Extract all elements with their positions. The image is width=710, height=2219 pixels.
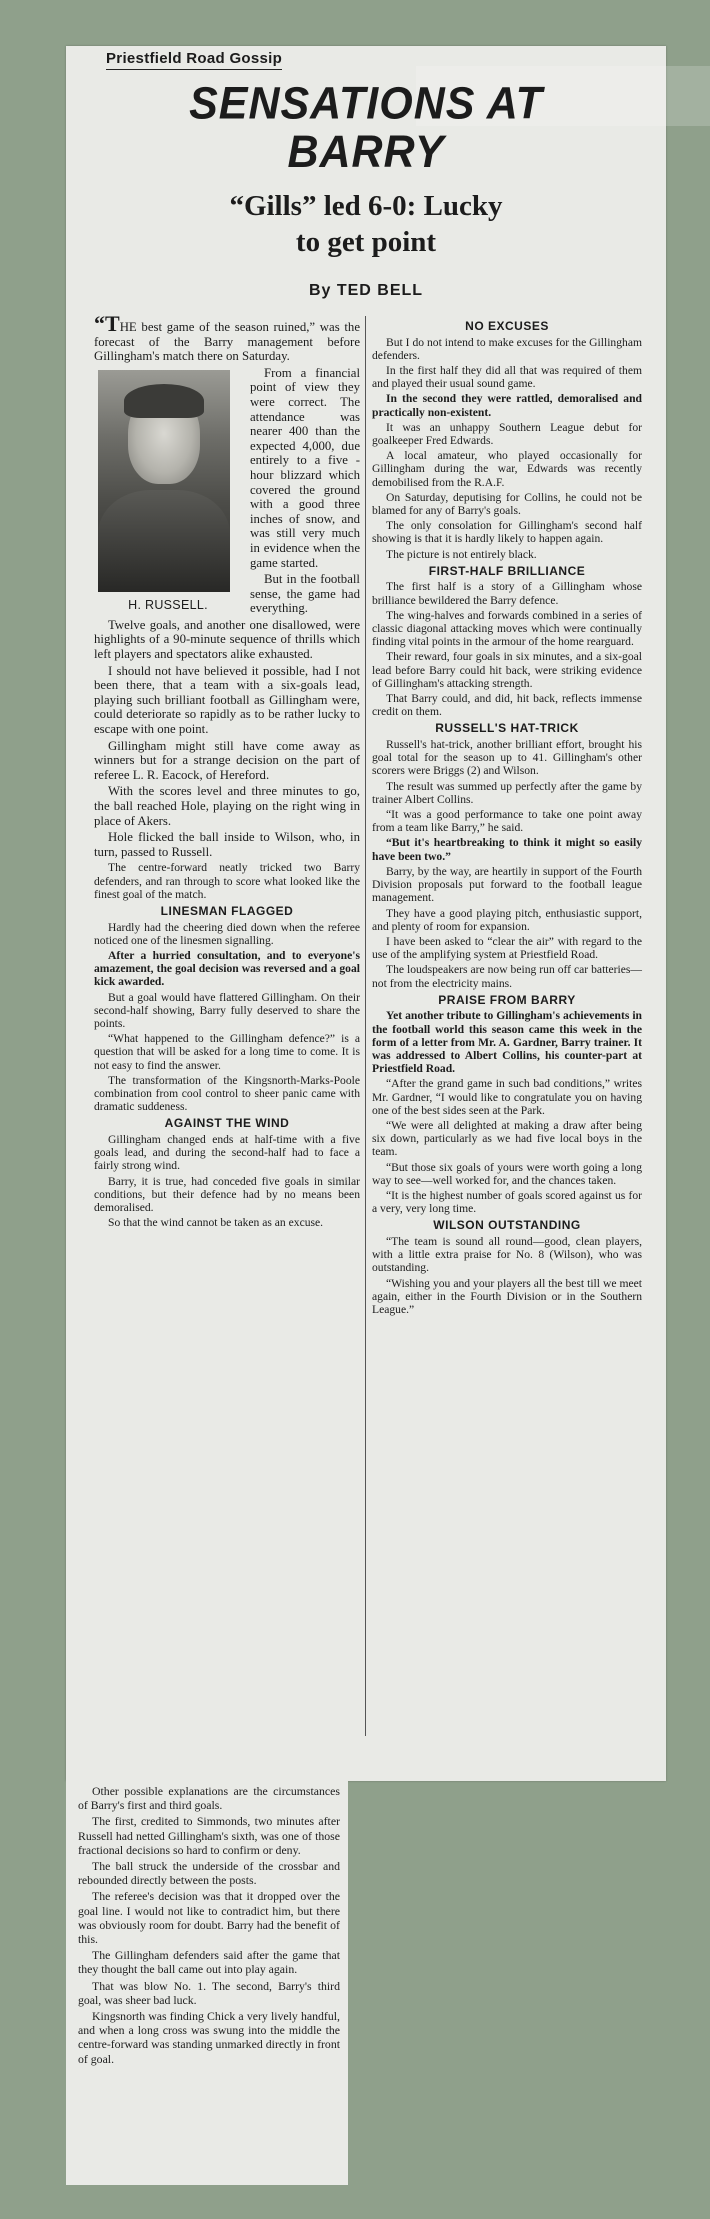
column-divider: [365, 316, 366, 1736]
paragraph: “But those six goals of yours were worth going a long way to see—well worked for, and the chances taken.: [372, 1160, 642, 1187]
headline: [66, 80, 666, 177]
paragraph: The only consolation for Gillingham's second half showing is that it is hardly likely to happen again.: [372, 519, 642, 546]
paragraph: A local amateur, who played occasionally for Gillingham during the war, Edwards was recently demobilised from the R.A.F.: [372, 449, 642, 489]
paragraph: “We were all delighted at making a draw after being six down, particularly as we had five local boys in the team.: [372, 1118, 642, 1159]
paragraph: Barry, it is true, had conceded five goals in similar conditions, but their defence had by no means been demoralised.: [94, 1174, 360, 1215]
subhead-line-1: “Gills” led 6-0: Lucky: [229, 190, 503, 222]
paragraph: After a hurried consultation, and to everyone's amazement, the goal decision was reversed and a goal kick awarded.: [94, 948, 360, 989]
clipping-bottom: [66, 1780, 348, 2185]
photo-caption: H. RUSSELL.: [128, 597, 208, 612]
paragraph: The transformation of the Kingsnorth-Marks-Poole combination from cool control to sheer panic came with dramatic suddeness.: [94, 1073, 360, 1114]
portrait-photo: [98, 370, 230, 592]
right-column: [372, 316, 642, 1318]
paragraph: “But it's heartbreaking to think it might so easily have been two.”: [372, 836, 642, 863]
lead-paragraph: “THE best game of the season ruined,” was the forecast of the Barry management before Gillingham's match there on Saturday.: [94, 311, 360, 364]
paragraph: They have a good playing pitch, enthusiastic support, and plenty of room for expansion.: [372, 906, 642, 933]
section-heading: RUSSELL'S HAT-TRICK: [435, 721, 579, 736]
portrait-figure: [94, 370, 242, 613]
paragraph: Hardly had the cheering died down when the referee noticed one of the linesmen signalling.: [94, 920, 360, 947]
paragraph: Russell's hat-trick, another brilliant effort, brought his goal total for the season up to 41. Gillingham's other scorers were Briggs (2) and Wilson.: [372, 738, 642, 778]
paragraph: The first, credited to Simmonds, two minutes after Russell had netted Gillingham's sixth, was one of those fractional decisions so hard to confirm or deny.: [78, 1814, 340, 1857]
paragraph: Twelve goals, and another one disallowed, were highlights of a 90-minute sequence of thrills which left players and spectators alike exhausted.: [94, 617, 360, 662]
paragraph: The picture is not entirely black.: [386, 547, 537, 561]
paragraph: But a goal would have flattered Gillingham. On their second-half showing, Barry fully deserved to share the points.: [94, 990, 360, 1030]
left-column: [94, 311, 360, 1231]
paragraph: The first half is a story of a Gillingham whose brilliance bewildered the Barry defence.: [372, 580, 642, 607]
paragraph: The centre-forward neatly tricked two Barry defenders, and ran through to score what looked like the finest goal of the match.: [94, 861, 360, 901]
paragraph: So that the wind cannot be taken as an excuse.: [108, 1216, 324, 1230]
headline-line-2: BARRY: [287, 126, 445, 178]
paragraph: The Gillingham defenders said after the game that they thought the ball came out into play again.: [78, 1948, 340, 1977]
paragraph: The wing-halves and forwards combined in a series of classic diagonal attacking moves which were continually finding vital points in the armour of the home rearguard.: [372, 608, 642, 649]
section-heading: NO EXCUSES: [465, 319, 549, 333]
paragraph: But in the football sense, the game had everything.: [250, 572, 360, 616]
section-heading: AGAINST THE WIND: [164, 1116, 290, 1131]
section-heading: FIRST-HALF BRILLIANCE: [428, 563, 586, 578]
paragraph: The result was summed up perfectly after the game by trainer Albert Collins.: [372, 779, 642, 806]
paragraph: It was an unhappy Southern League debut for goalkeeper Fred Edwards.: [372, 420, 642, 448]
paragraph: The referee's decision was that it dropped over the goal line. I would not like to contradict him, but there was obviously room for doubt. Barry had the benefit of this.: [78, 1889, 340, 1947]
paragraph: The ball struck the underside of the crossbar and rebounded directly between the posts.: [78, 1859, 340, 1888]
subheadline: [66, 188, 666, 260]
paragraph: Yet another tribute to Gillingham's achievements in the football world this season came this week in the form of a letter from Mr. A. Gardner, Barry trainer. It was addressed to Albert Collins, his counter-part at Priestfield Road.: [372, 1009, 642, 1076]
headline-line-1: SENSATIONS AT: [189, 78, 543, 130]
paragraph: “After the grand game in such bad conditions,” writes Mr. Gardner, “I would like to congratulate you on having one of the best sides seen at the Park.: [372, 1077, 642, 1117]
paragraph: In the second they were rattled, demoralised and practically non-existent.: [372, 392, 642, 419]
subhead-line-2: to get point: [295, 226, 437, 258]
paragraph: “It was a good performance to take one point away from a team like Barry,” he said.: [372, 808, 642, 835]
paragraph: “The team is sound all round—good, clean players, with a little extra praise for No. 8 (Wilson), who was outstanding.: [372, 1234, 642, 1275]
paragraph: I should not have believed it possible, had I not been there, that a team with a six-goals lead, playing such brilliant football as Gillingham were, could deteriorate so rapidly as to be rather lucky to escape with one point.: [94, 663, 360, 737]
paragraph: The loudspeakers are now being run off car batteries—not from the electricity mains.: [372, 963, 642, 990]
paragraph: Their reward, four goals in six minutes, and a six-goal lead before Barry could hit back, were striking evidence of Gillingham's attacking strength.: [372, 650, 642, 690]
paragraph: Other possible explanations are the circumstances of Barry's first and third goals.: [78, 1784, 340, 1813]
paragraph: In the first half they did all that was required of them and played their usual sound game.: [372, 364, 642, 391]
paragraph: That was blow No. 1. The second, Barry's third goal, was sheer bad luck.: [78, 1978, 340, 2007]
paragraph: Gillingham might still have come away as winners but for a strange decision on the part of referee L. R. Eacock, of Hereford.: [94, 738, 360, 782]
column-kicker: Priestfield Road Gossip: [106, 50, 282, 70]
paragraph: “What happened to the Gillingham defence?” is a question that will be asked for a long time to come. It is not easy to find the answer.: [94, 1032, 360, 1072]
paragraph: On Saturday, deputising for Collins, he could not be blamed for any of Barry's goals.: [372, 490, 642, 518]
paragraph: Barry, by the way, are heartily in support of the Fourth Division proposals put forward to the football league management.: [372, 864, 642, 905]
paragraph: I have been asked to “clear the air” with regard to the use of the amplifying system at Priestfield Road.: [372, 934, 642, 962]
paragraph: “Wishing you and your players all the best till we meet again, either in the Fourth Division or in the Southern League.”: [372, 1276, 642, 1316]
continued-column: [78, 1784, 340, 2068]
section-heading: WILSON OUTSTANDING: [433, 1218, 581, 1233]
paragraph: That Barry could, and did, hit back, reflects immense credit on them.: [372, 692, 642, 719]
paragraph: Gillingham changed ends at half-time with a five goals lead, and during the second-half had to face a fairly strong wind.: [94, 1133, 360, 1173]
section-heading: LINESMAN FLAGGED: [160, 903, 294, 918]
paragraph: But I do not intend to make excuses for the Gillingham defenders.: [372, 335, 642, 362]
paragraph: Hole flicked the ball inside to Wilson, who, in turn, passed to Russell.: [94, 830, 360, 859]
section-heading: PRAISE FROM BARRY: [438, 992, 576, 1007]
paragraph: With the scores level and three minutes to go, the ball reached Hole, playing on the right wing in place of Akers.: [94, 784, 360, 828]
clipping-top: [66, 46, 666, 1781]
paragraph: “It is the highest number of goals scored against us for a very, very long time.: [372, 1188, 642, 1216]
paragraph: From a financial point of view they were correct. The attendance was nearer 400 than the expected 4,000, due entirely to a five - hour blizzard which covered the ground with a good three inches of snow, and was still very much in evidence when the game started.: [250, 365, 360, 570]
paragraph: Kingsnorth was finding Chick a very lively handful, and when a long cross was swung into the middle the centre-forward was standing unmarked directly in front of goal.: [78, 2009, 340, 2066]
byline: By TED BELL: [308, 282, 424, 299]
